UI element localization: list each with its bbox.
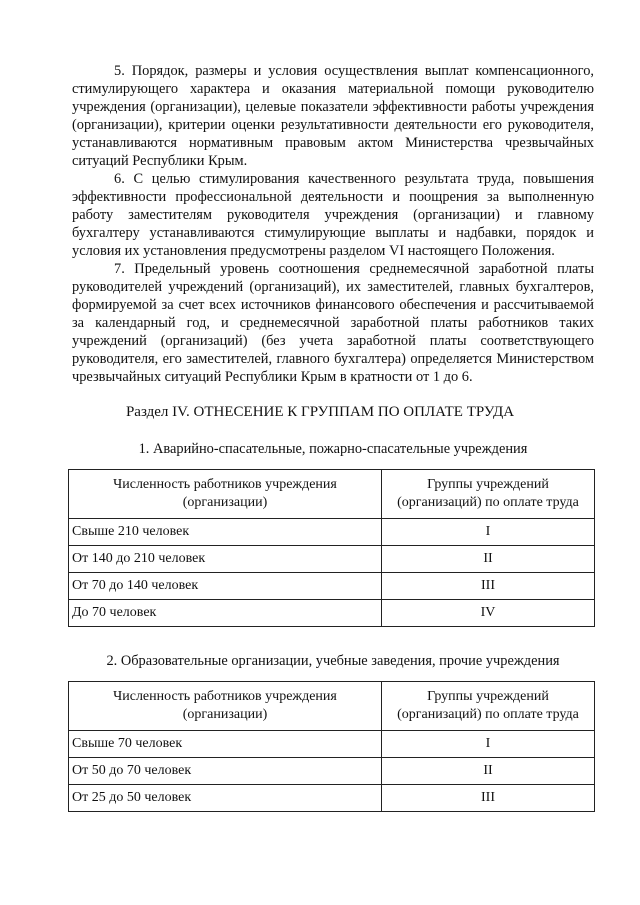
- table-header-row: [69, 682, 595, 731]
- section-title: Раздел IV. ОТНЕСЕНИЕ К ГРУППАМ ПО ОПЛАТЕ ТРУДА: [125, 404, 515, 420]
- group-cell: I: [382, 731, 595, 758]
- paragraph-6: 6. С целью стимулирования качественного результата труда, повышения эффективности профессиональной деятельности и поощрения за выполненную работу заместителям руководителя учреждения (организации) и главному бухгалтеру устанавливаются стимулирующие выплаты и надбавки, порядок и условия их установления предусмотрены разделом VI настоящего Положения.: [72, 171, 594, 259]
- group-cell: II: [382, 758, 595, 785]
- table-row: [69, 519, 595, 546]
- table-2-caption: 2. Образовательные организации, учебные заведения, прочие учреждения: [106, 653, 560, 669]
- headcount-cell: До 70 человек: [69, 600, 382, 627]
- table-row: [69, 573, 595, 600]
- table-row: [69, 546, 595, 573]
- headcount-cell: От 50 до 70 человек: [69, 758, 382, 785]
- table-row: [69, 731, 595, 758]
- headcount-cell: Свыше 210 человек: [69, 519, 382, 546]
- groups-table-2: [68, 681, 595, 812]
- header-pay-group: Группы учреждений (организаций) по оплате труда: [382, 682, 595, 731]
- header-headcount: Численность работников учреждения (организации): [69, 682, 382, 731]
- table-row: [69, 785, 595, 812]
- group-cell: III: [382, 573, 595, 600]
- table-1-caption: 1. Аварийно-спасательные, пожарно-спасательные учреждения: [138, 441, 528, 457]
- headcount-cell: От 25 до 50 человек: [69, 785, 382, 812]
- groups-table-1: [68, 469, 595, 627]
- group-cell: I: [382, 519, 595, 546]
- header-headcount: Численность работников учреждения (организации): [69, 470, 382, 519]
- header-pay-group: Группы учреждений (организаций) по оплате труда: [382, 470, 595, 519]
- group-cell: II: [382, 546, 595, 573]
- group-cell: IV: [382, 600, 595, 627]
- headcount-cell: От 70 до 140 человек: [69, 573, 382, 600]
- headcount-cell: От 140 до 210 человек: [69, 546, 382, 573]
- group-cell: III: [382, 785, 595, 812]
- paragraph-7: 7. Предельный уровень соотношения среднемесячной заработной платы руководителей учреждений (организаций), их заместителей, главных бухгалтеров, формируемой за счет всех источников финансового обеспечения и рассчитываемой за календарный год, и среднемесячной заработной платы работников таких учреждений (организаций) (без учета заработной платы соответствующего руководителя, его заместителей, главного бухгалтера) определяется Министерством чрезвычайных ситуаций Республики Крым в кратности от 1 до 6.: [72, 261, 594, 385]
- table-row: [69, 758, 595, 785]
- table-header-row: [69, 470, 595, 519]
- headcount-cell: Свыше 70 человек: [69, 731, 382, 758]
- table-row: [69, 600, 595, 627]
- paragraph-5: 5. Порядок, размеры и условия осуществления выплат компенсационного, стимулирующего характера и оказания материальной помощи руководителю учреждения (организации), целевые показатели эффективности работы учреждения (организации), критерии оценки результативности деятельности его руководителя, устанавливаются нормативным правовым актом Министерства чрезвычайных ситуаций Республики Крым.: [72, 63, 594, 169]
